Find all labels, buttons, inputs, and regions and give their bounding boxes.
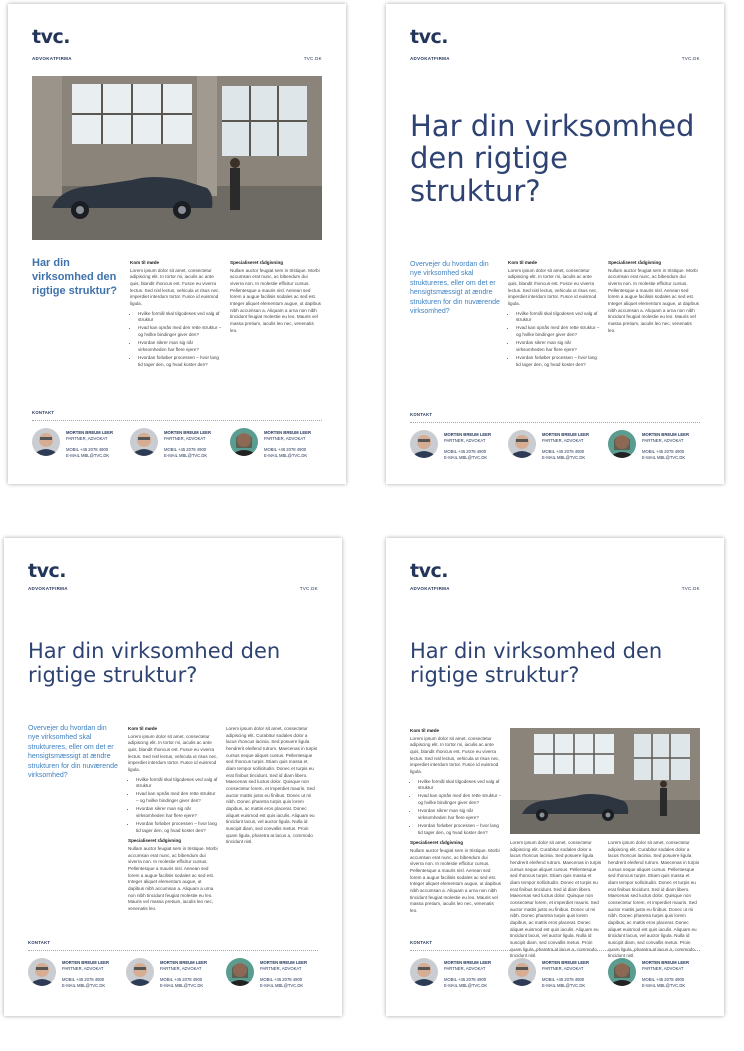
contact-label: KONTAKT xyxy=(410,940,433,945)
divider xyxy=(410,422,700,423)
brand-url[interactable]: TVC.DK xyxy=(681,56,700,61)
brand-subtitle: ADVOKATFIRMA xyxy=(28,586,68,591)
column-advice xyxy=(230,260,322,334)
contact-phone[interactable]: MOBIL +45 2078 4900 xyxy=(542,977,585,982)
meeting-heading: Kom til møde xyxy=(410,728,440,733)
advice-body: Nullam auctor feugiat sem in tristique. Morbi accumsan erat nunc, ac bibendum dui viverra non. In molestie efficitur cursus. Pellentesque a mauris nisl. Aenean sed lorem a augue facilisis sodales ac sed est. Integer aliquet elementum augue, ut dapibus nibh accumsan a. Aliquam a urna non nibh tincidunt feugiat molestie eu leo. Mauris vel massa pretium, iaculis leo nec, venenatis leo. xyxy=(608,267,699,333)
page-variant-1 xyxy=(8,4,346,484)
contact-phone[interactable]: MOBIL +45 2078 4900 xyxy=(542,449,585,454)
divider xyxy=(410,950,700,951)
avatar xyxy=(508,958,536,986)
hero-photo xyxy=(510,728,700,834)
contact-email[interactable]: E-MAIL MBL@TVC.DK xyxy=(444,455,488,460)
divider xyxy=(28,950,318,951)
contact-name: MORTEN BREUM LEER xyxy=(260,960,307,965)
meeting-heading: Kom til møde xyxy=(128,726,158,731)
column-meeting xyxy=(128,726,218,913)
bullet-list xyxy=(508,311,600,369)
brand-subtitle: ADVOKATFIRMA xyxy=(410,586,450,591)
contact-card xyxy=(226,958,316,990)
page-variant-4 xyxy=(386,538,724,1016)
brand-url[interactable]: TVC.DK xyxy=(299,586,318,591)
contact-phone[interactable]: MOBIL +45 2078 4900 xyxy=(444,449,487,454)
list-item: • Hvilke formål skal tilgodeses ved valg af struktur xyxy=(138,311,222,324)
contact-email[interactable]: E-MAIL MBL@TVC.DK xyxy=(642,455,686,460)
list-item: • Hvordan forløber processen – hvor lang tid tager den, og hvad koster den? xyxy=(136,821,218,834)
contact-email[interactable]: E-MAIL MBL@TVC.DK xyxy=(542,455,586,460)
brand-url[interactable]: TVC.DK xyxy=(303,56,322,61)
page-title: Har din virksomhed den rigtige struktur? xyxy=(410,639,663,687)
list-item: • Hvilke formål skal tilgodeses ved valg af struktur xyxy=(516,311,600,324)
advice-heading: Specialiseret rådgivning xyxy=(410,840,464,846)
contact-card xyxy=(126,958,216,990)
list-item: • Hvilke formål skal tilgodeses ved valg af struktur xyxy=(418,779,502,792)
contact-phone[interactable]: MOBIL +45 2078 4900 xyxy=(66,447,109,452)
page-variant-3 xyxy=(4,538,342,1016)
contact-card xyxy=(230,428,320,460)
contact-email[interactable]: E-MAIL MBL@TVC.DK xyxy=(264,453,308,458)
avatar xyxy=(608,430,636,458)
contact-role: PARTNER, ADVOKAT xyxy=(542,438,584,443)
lead-paragraph: Overvejer du hvordan din nye virksomhed skal struktureres, eller om det er hensigtsmæssigt at ændre strukturen for din nuværende virksomhed? xyxy=(28,725,118,780)
avatar xyxy=(230,428,258,456)
contact-name: MORTEN BREUM LEER xyxy=(642,432,689,437)
contact-label: KONTAKT xyxy=(28,940,51,945)
advice-body: Nullam auctor feugiat sem in tristique. Morbi accumsan erat nunc, ac bibendum dui viverra non. In molestie efficitur cursus. Pellentesque a mauris nisl. Aenean sed lorem a augue facilisis sodales ac sed est. Integer aliquet elementum augue, ut dapibus nibh accumsan a. Aliquam a urna non nibh tincidunt feugiat molestie eu leo. Mauris vel massa pretium, iaculis leo nec, venenatis leo. xyxy=(230,267,321,333)
page-title: Har din virksomhed den rigtige struktur? xyxy=(28,639,281,687)
contact-name: MORTEN BREUM LEER xyxy=(542,432,589,437)
warehouse-car-image xyxy=(32,76,322,240)
bullet-list xyxy=(128,777,218,835)
contact-phone[interactable]: MOBIL +45 2078 4900 xyxy=(164,447,207,452)
contact-name: MORTEN BREUM LEER xyxy=(66,430,113,435)
contact-role: PARTNER, ADVOKAT xyxy=(444,966,486,971)
warehouse-car-image xyxy=(510,728,700,834)
avatar xyxy=(410,430,438,458)
contact-phone[interactable]: MOBIL +45 2078 4900 xyxy=(444,977,487,982)
contact-role: PARTNER, ADVOKAT xyxy=(542,966,584,971)
list-item: • Hvilke formål skal tilgodeses ved valg af struktur xyxy=(136,777,218,790)
contact-role: PARTNER, ADVOKAT xyxy=(62,966,104,971)
avatar xyxy=(508,430,536,458)
extra-body: Lorem ipsum dolor sit amet, consectetur adipiscing elit. Curabitur sodales dolor a lacus rhoncus lacinia. Sed posuere ligula hendrerit eleifend rutrum. Maecenas in turpis cursus neque aliquet cursus. Pellentesque sed rhoncus turpis. Etiam quis massa et diam tempor sollicitudin. Donec et turpis eu erat finibus tincidunt. Sed id diam libero. Maecenas sed luctus dolor. Quisque non consectetur lorem, et imperdiet mauris. Sed auctor mattis justo eu finibus. Donec ut mi nibh. Donec pharetra turpis quis lorem dapibus, ac mattis eros placerat. Donec aliquet euismod est quis iaculis. Aliquam eu tincidunt lacus, vel auctor ligula. Nulla id suscipit diam, sed convallis metus. Proin quam ligula, pharetra at lacus a, commodo tincidunt nisl. xyxy=(510,840,602,959)
meeting-heading: Kom til møde xyxy=(508,260,538,265)
contact-email[interactable]: E-MAIL MBL@TVC.DK xyxy=(66,453,110,458)
contact-card xyxy=(130,428,220,460)
contact-email[interactable]: E-MAIL MBL@TVC.DK xyxy=(642,983,686,988)
avatar xyxy=(126,958,154,986)
contact-phone[interactable]: MOBIL +45 2078 4900 xyxy=(642,449,685,454)
avatar xyxy=(410,958,438,986)
meeting-body: Lorem ipsum dolor sit amet, consectetur adipiscing elit. In tortor mi, iaculis ac ante quis, blandit rhoncus est. Fusce eu viverra lectus. Sed nisl lectus, vehicula ut risus nec, imperdiet interdum tortor. Fusce id euismod ligula. xyxy=(410,735,500,774)
contact-phone[interactable]: MOBIL +45 2078 4900 xyxy=(260,977,303,982)
contact-email[interactable]: E-MAIL MBL@TVC.DK xyxy=(62,983,106,988)
contact-email[interactable]: E-MAIL MBL@TVC.DK xyxy=(260,983,304,988)
page-variant-2 xyxy=(386,4,724,484)
contact-role: PARTNER, ADVOKAT xyxy=(260,966,302,971)
advice-body: Nullam auctor feugiat sem in tristique. Morbi accumsan erat nunc, ac bibendum dui viverra non. In molestie efficitur cursus. Pellentesque a mauris nisl. Aenean sed lorem a augue facilisis sodales ac sed est. Integer aliquet elementum augue, ut dapibus nibh accumsan a. Aliquam a urna non nibh tincidunt feugiat molestie eu leo. Mauris vel massa pretium, iaculis leo nec, venenatis leo. xyxy=(128,846,218,911)
brand-url[interactable]: TVC.DK xyxy=(681,586,700,591)
brand-subtitle: ADVOKATFIRMA xyxy=(410,56,450,61)
contact-phone[interactable]: MOBIL +45 2078 4900 xyxy=(62,977,105,982)
contact-card xyxy=(508,958,598,990)
contact-name: MORTEN BREUM LEER xyxy=(62,960,109,965)
contact-card xyxy=(608,958,698,990)
list-item: • Hvordan forløber processen – hvor lang tid tager den, og hvad koster den? xyxy=(516,355,600,368)
avatar xyxy=(130,428,158,456)
advice-heading: Specialiseret rådgivning xyxy=(128,838,182,844)
meeting-body: Lorem ipsum dolor sit amet, consectetur adipiscing elit. In tortor mi, iaculis ac ante quis, blandit rhoncus est. Fusce eu viverra lectus. Sed nisl lectus, vehicula ut risus nec, imperdiet interdum tortor. Fusce id euismod ligula. xyxy=(508,267,598,306)
short-lead: Har din virksomhed den rigtige struktur? xyxy=(32,257,117,298)
list-item: • Hvad kan opnås med den rette struktur – og hvilke bindinger giver den? xyxy=(516,325,600,338)
column-meeting xyxy=(508,260,600,370)
meeting-body: Lorem ipsum dolor sit amet, consectetur adipiscing elit. In tortor mi, iaculis ac ante quis, blandit rhoncus est. Fusce eu viverra lectus. Sed nisl lectus, vehicula ut risus nec, imperdiet interdum tortor. Fusce id euismod ligula. xyxy=(130,267,220,306)
brand-logo: tvc. xyxy=(410,26,448,48)
column-extra-left xyxy=(510,840,602,960)
page-title: Har din virksomhed den rigtige struktur? xyxy=(410,109,695,208)
divider xyxy=(32,420,322,421)
contact-phone[interactable]: MOBIL +45 2078 4900 xyxy=(264,447,307,452)
list-item: • Hvordan sikrer man sig når virksomheden har flere ejere? xyxy=(516,340,600,353)
contact-role: PARTNER, ADVOKAT xyxy=(164,436,206,441)
list-item: • Hvordan sikrer man sig når virksomheden har flere ejere? xyxy=(138,340,222,353)
contact-name: MORTEN BREUM LEER xyxy=(160,960,207,965)
contact-name: MORTEN BREUM LEER xyxy=(164,430,211,435)
contact-card xyxy=(32,428,122,460)
contact-name: MORTEN BREUM LEER xyxy=(444,960,491,965)
avatar xyxy=(226,958,254,986)
contact-email[interactable]: E-MAIL MBL@TVC.DK xyxy=(160,983,204,988)
extra-body: Lorem ipsum dolor sit amet, consectetur adipiscing elit. Curabitur sodales dolor a lacus rhoncus lacinia. Sed posuere ligula hendrerit eleifend rutrum. Maecenas in turpis cursus neque aliquet cursus. Pellentesque sed rhoncus turpis. Etiam quis massa et diam tempor sollicitudin. Donec et turpis eu erat finibus tincidunt. Sed id diam libero. Maecenas sed luctus dolor. Quisque non consectetur lorem, et imperdiet mauris. Sed auctor mattis justo eu finibus. Donec ut mi nibh. Donec pharetra turpis quis lorem dapibus, ac mattis eros placerat. Donec aliquet euismod est quis iaculis. Aliquam eu tincidunt lacus, vel auctor ligula. Nulla id suscipit diam, sed convallis metus. Proin quam ligula, pharetra at lacus a, commodo tincidunt nisl. xyxy=(226,726,318,845)
contact-role: PARTNER, ADVOKAT xyxy=(444,438,486,443)
contact-phone[interactable]: MOBIL +45 2078 4900 xyxy=(160,977,203,982)
hero-photo xyxy=(32,76,322,240)
brand-logo: tvc. xyxy=(28,560,66,582)
meeting-body: Lorem ipsum dolor sit amet, consectetur adipiscing elit. In tortor mi, iaculis ac ante quis, blandit rhoncus est. Fusce eu viverra lectus. Sed nisl lectus, vehicula ut risus nec, imperdiet interdum tortor. Fusce id euismod ligula. xyxy=(128,733,218,772)
meeting-heading: Kom til møde xyxy=(130,260,160,265)
contact-card xyxy=(410,958,500,990)
extra-body: Lorem ipsum dolor sit amet, consectetur adipiscing elit. Curabitur sodales dolor a lacus rhoncus lacinia. Sed posuere ligula hendrerit eleifend rutrum. Maecenas in turpis cursus neque aliquet cursus. Pellentesque sed rhoncus turpis. Etiam quis massa et diam tempor sollicitudin. Donec et turpis eu erat finibus tincidunt. Sed id diam libero. Maecenas sed luctus dolor. Quisque non consectetur lorem, et imperdiet mauris. Sed auctor mattis justo eu finibus. Donec ut mi nibh. Donec pharetra turpis quis lorem dapibus, ac mattis eros placerat. Donec aliquet euismod est quis iaculis. Aliquam eu tincidunt lacus, vel auctor ligula. Nulla id suscipit diam, sed convallis metus. Proin quam ligula, pharetra at lacus a, commodo tincidunt nisl. xyxy=(608,840,700,959)
contact-name: MORTEN BREUM LEER xyxy=(642,960,689,965)
contact-label: KONTAKT xyxy=(410,412,433,417)
contact-name: MORTEN BREUM LEER xyxy=(542,960,589,965)
brand-logo: tvc. xyxy=(410,560,448,582)
bullet-list xyxy=(130,311,222,369)
list-item: • Hvad kan opnås med den rette struktur – og hvilke bindinger giver den? xyxy=(418,793,502,806)
avatar xyxy=(28,958,56,986)
column-advice xyxy=(608,260,700,334)
contact-card xyxy=(28,958,118,990)
list-item: • Hvordan sikrer man sig når virksomheden har flere ejere? xyxy=(136,806,218,819)
advice-heading: Specialiseret rådgivning xyxy=(230,260,284,265)
column-meeting xyxy=(130,260,222,370)
column-extra xyxy=(226,726,318,846)
list-item: • Hvordan forløber processen – hvor lang tid tager den, og hvad koster den? xyxy=(138,355,222,368)
list-item: • Hvad kan opnås med den rette struktur – og hvilke bindinger giver den? xyxy=(138,325,222,338)
contact-name: MORTEN BREUM LEER xyxy=(444,432,491,437)
contact-card xyxy=(608,430,698,462)
contact-card xyxy=(410,430,500,462)
bullet-list xyxy=(410,779,502,837)
avatar xyxy=(32,428,60,456)
list-item: • Hvad kan opnås med den rette struktur – og hvilke bindinger giver den? xyxy=(136,791,218,804)
column-extra-right xyxy=(608,840,700,960)
avatar xyxy=(608,958,636,986)
contact-role: PARTNER, ADVOKAT xyxy=(642,438,684,443)
contact-role: PARTNER, ADVOKAT xyxy=(160,966,202,971)
contact-phone[interactable]: MOBIL +45 2078 4900 xyxy=(642,977,685,982)
contact-email[interactable]: E-MAIL MBL@TVC.DK xyxy=(164,453,208,458)
contact-card xyxy=(508,430,598,462)
brand-logo: tvc. xyxy=(32,26,70,48)
contact-role: PARTNER, ADVOKAT xyxy=(264,436,306,441)
lead-paragraph: Overvejer du hvordan din nye virksomhed skal struktureres, eller om det er hensigtsmæssigt at ændre strukturen for din nuværende virksomhed? xyxy=(410,261,500,316)
advice-body: Nullam auctor feugiat sem in tristique. Morbi accumsan erat nunc, ac bibendum dui viverra non. In molestie efficitur cursus. Pellentesque a mauris nisl. Aenean sed lorem a augue facilisis sodales ac sed est. Integer aliquet elementum augue, ut dapibus nibh accumsan a. Aliquam a urna non nibh tincidunt feugiat molestie eu leo. Mauris vel massa pretium, iaculis leo nec, venenatis leo. xyxy=(410,848,501,913)
brand-subtitle: ADVOKATFIRMA xyxy=(32,56,72,61)
column-meeting xyxy=(410,728,502,915)
contact-role: PARTNER, ADVOKAT xyxy=(66,436,108,441)
list-item: • Hvordan forløber processen – hvor lang tid tager den, og hvad koster den? xyxy=(418,823,502,836)
advice-heading: Specialiseret rådgivning xyxy=(608,260,662,265)
contact-email[interactable]: E-MAIL MBL@TVC.DK xyxy=(444,983,488,988)
contact-email[interactable]: E-MAIL MBL@TVC.DK xyxy=(542,983,586,988)
contact-label: KONTAKT xyxy=(32,410,55,415)
contact-role: PARTNER, ADVOKAT xyxy=(642,966,684,971)
contact-name: MORTEN BREUM LEER xyxy=(264,430,311,435)
list-item: • Hvordan sikrer man sig når virksomheden har flere ejere? xyxy=(418,808,502,821)
